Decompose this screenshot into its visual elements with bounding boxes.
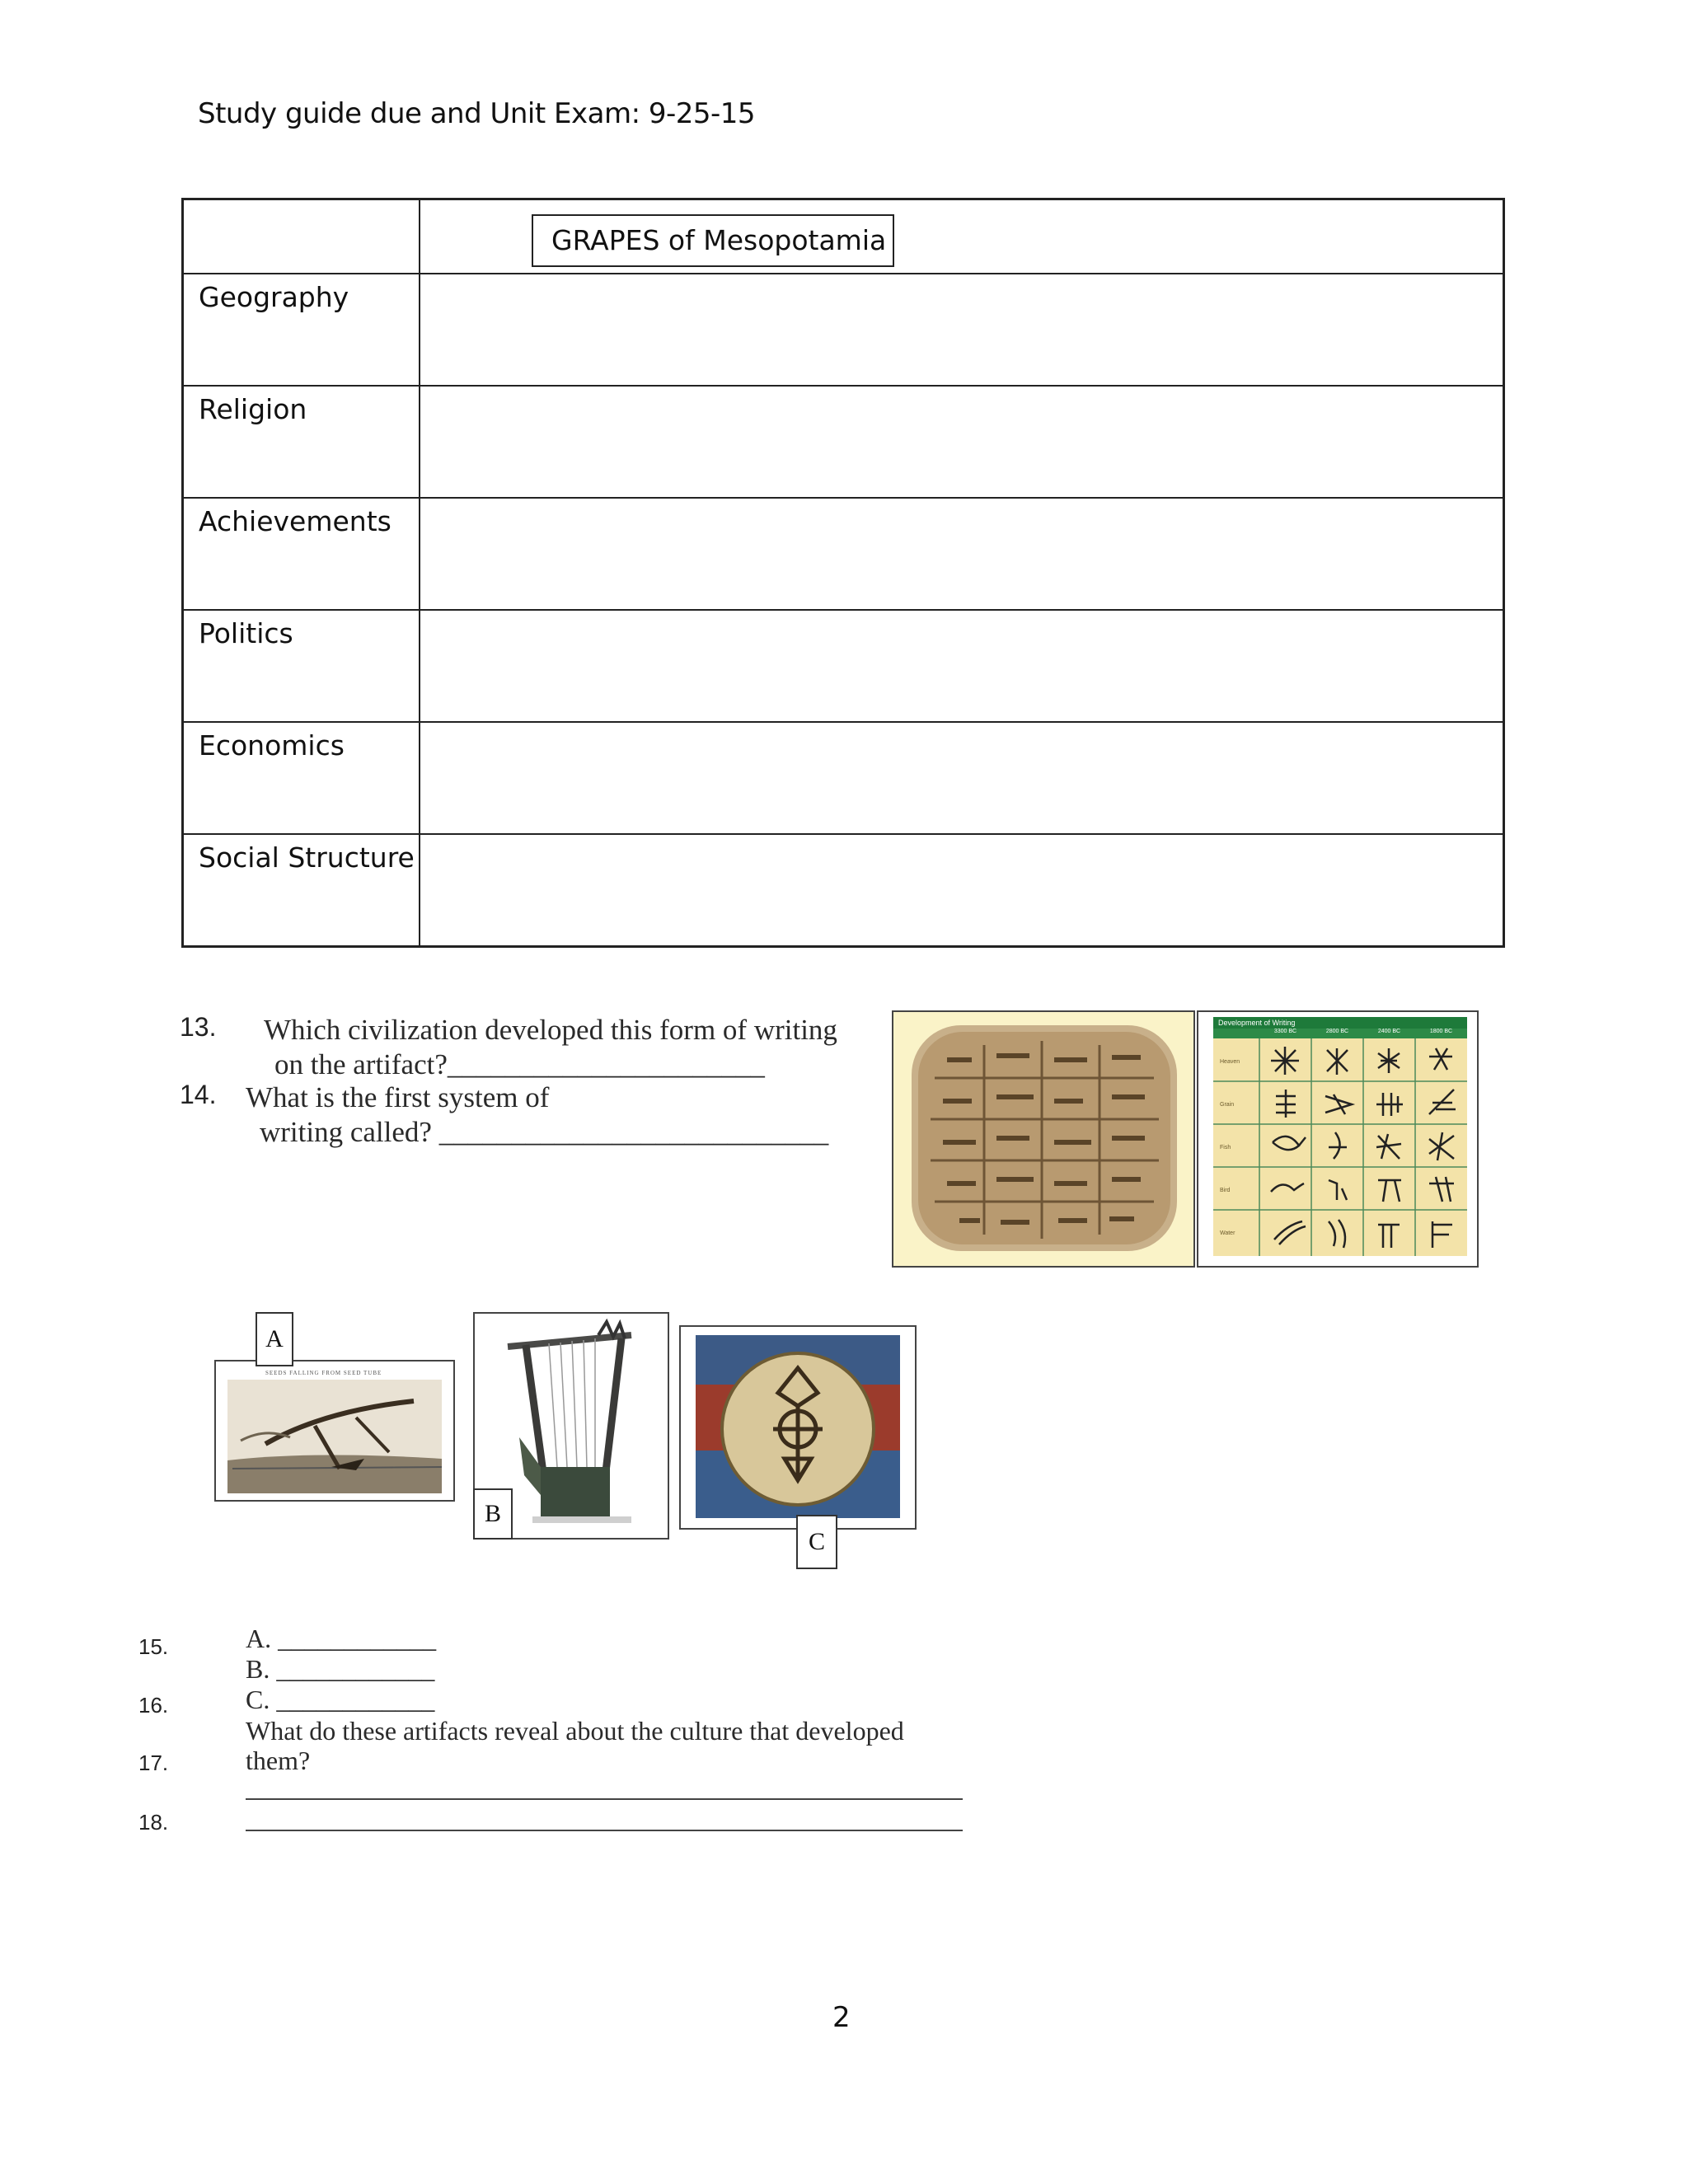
cuneiform-tablet-image (892, 1010, 1195, 1268)
writing-chart-row: Bird (1220, 1188, 1231, 1193)
question-18-prompt-line2: them? (246, 1746, 311, 1775)
writing-chart-row: Water (1220, 1230, 1236, 1236)
question-17-number: 17. (138, 1750, 169, 1775)
grapes-table (181, 198, 1505, 948)
writing-chart-col: 2800 BC (1325, 1029, 1349, 1034)
answer-line-2[interactable] (246, 1830, 963, 1831)
grapes-row-politics (184, 609, 1503, 721)
grapes-row-religion (184, 385, 1503, 497)
artifact-b-label: B (473, 1488, 513, 1540)
grapes-label: Economics (184, 723, 420, 833)
question-14-number: 14. (180, 1080, 217, 1109)
grapes-answer-cell[interactable] (420, 499, 1503, 609)
grapes-label: Religion (184, 387, 420, 497)
plow-illustration (216, 1361, 453, 1500)
answer-b-blank[interactable]: B. ____________ (246, 1654, 435, 1684)
question-18-prompt-line1: What do these artifacts reveal about the culture that developed (246, 1716, 904, 1746)
writing-chart-col: 1800 BC (1429, 1029, 1453, 1034)
tablet-illustration (893, 1012, 1193, 1266)
grapes-answer-cell[interactable] (420, 611, 1503, 721)
grapes-answer-cell[interactable] (420, 723, 1503, 833)
artifact-c-seal-image (679, 1325, 917, 1530)
writing-development-chart (1197, 1010, 1479, 1268)
grapes-label: Politics (184, 611, 420, 721)
page-number: 2 (832, 2001, 851, 2034)
question-18-number: 18. (138, 1810, 169, 1835)
grapes-corner-cell (184, 200, 420, 273)
writing-chart-row: Heaven (1220, 1059, 1240, 1065)
writing-chart-col: 3300 BC (1273, 1029, 1297, 1034)
grapes-row-geography (184, 273, 1503, 385)
grapes-title: GRAPES of Mesopotamia (532, 214, 894, 267)
writing-chart-row: Grain (1220, 1102, 1235, 1108)
writing-chart-title: Development of Writing (1213, 1017, 1467, 1029)
grapes-label: Social Structure (184, 835, 420, 945)
answer-a-blank[interactable]: A. ____________ (246, 1624, 437, 1653)
writing-chart-row: Fish (1220, 1145, 1231, 1151)
answer-c-blank[interactable]: C. ____________ (246, 1685, 435, 1714)
question-14-line1: What is the first system of (246, 1081, 550, 1113)
question-15-number: 15. (138, 1634, 169, 1659)
question-13-number: 13. (180, 1012, 217, 1042)
grapes-label: Geography (184, 274, 420, 385)
question-13-line1: Which civilization developed this form of writing (264, 1014, 837, 1046)
writing-chart-grid (1213, 1038, 1467, 1256)
grapes-answer-cell[interactable] (420, 274, 1503, 385)
artifact-c-label: C (796, 1515, 837, 1569)
answer-line-1[interactable] (246, 1798, 963, 1800)
grapes-row-social-structure (184, 833, 1503, 945)
grapes-row-economics (184, 721, 1503, 833)
grapes-answer-cell[interactable] (420, 387, 1503, 497)
writing-chart-col: 2400 BC (1377, 1029, 1401, 1034)
seal-illustration (681, 1327, 915, 1528)
grapes-label: Achievements (184, 499, 420, 609)
grapes-header-row (184, 200, 1503, 273)
page-header: Study guide due and Unit Exam: 9-25-15 (198, 97, 756, 130)
artifact-a-label: A (256, 1312, 293, 1366)
grapes-row-achievements (184, 497, 1503, 609)
question-14-line2: writing called? ___________________________ (260, 1116, 829, 1148)
plow-caption: SEEDS FALLING FROM SEED TUBE (265, 1370, 382, 1376)
question-13-line2: on the artifact?______________________ (274, 1048, 765, 1080)
artifact-a-plow-image (214, 1360, 455, 1502)
question-16-number: 16. (138, 1693, 169, 1718)
grapes-answer-cell[interactable] (420, 835, 1503, 945)
